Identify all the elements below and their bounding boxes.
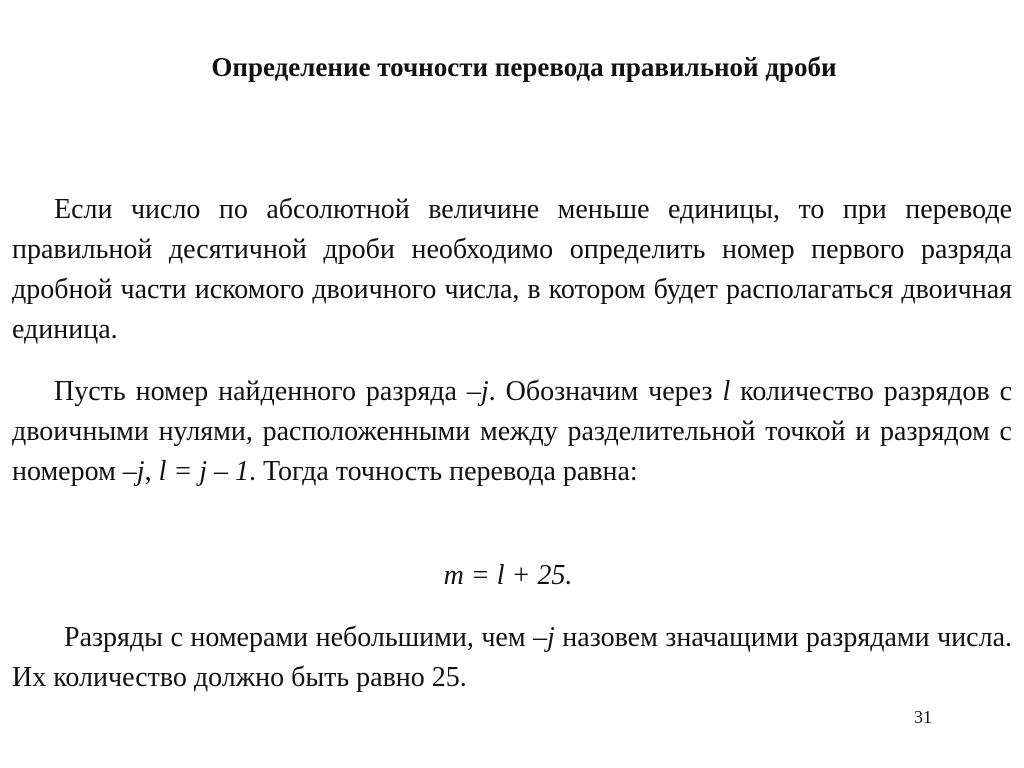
paragraph-text: количество разрядов с двоичными нулями, расположенными между разделительной точкой и разрядом с номером [12,376,1012,487]
equation-l-j: l = j – 1 [158,456,250,487]
paragraph-definition: Если число по абсолютной величине меньше единицы, то при переводе правильной десятичной дроби необходимо определить номер первого разряда дробной части искомого двоичного числа, в котором будет располагаться двоичная единица. [12,194,1012,345]
paragraph-text: . Тогда точность перевода равна: [249,456,638,487]
paragraph-text: назовем значащими разрядами числа. Их количество должно быть равно 25. [12,622,1012,693]
formula-m: m = l + 25. [443,560,573,591]
variable-j: –j [122,456,145,487]
page-number: 31 [914,707,932,727]
paragraph-precision [12,372,1012,492]
slide-title: Определение точности перевода правильной дроби [211,52,837,82]
paragraph-text: . Обозначим через [488,376,723,407]
paragraph-significant-digits [12,618,1012,698]
variable-j: –j [466,376,489,407]
variable-j: –j [533,622,555,653]
variable-l: l [722,376,731,407]
paragraph-text: Пусть номер найденного разряда [54,376,467,407]
paragraph-text: Разряды с номерами небольшими, чем [64,622,534,653]
paragraph-text: , [144,456,159,487]
